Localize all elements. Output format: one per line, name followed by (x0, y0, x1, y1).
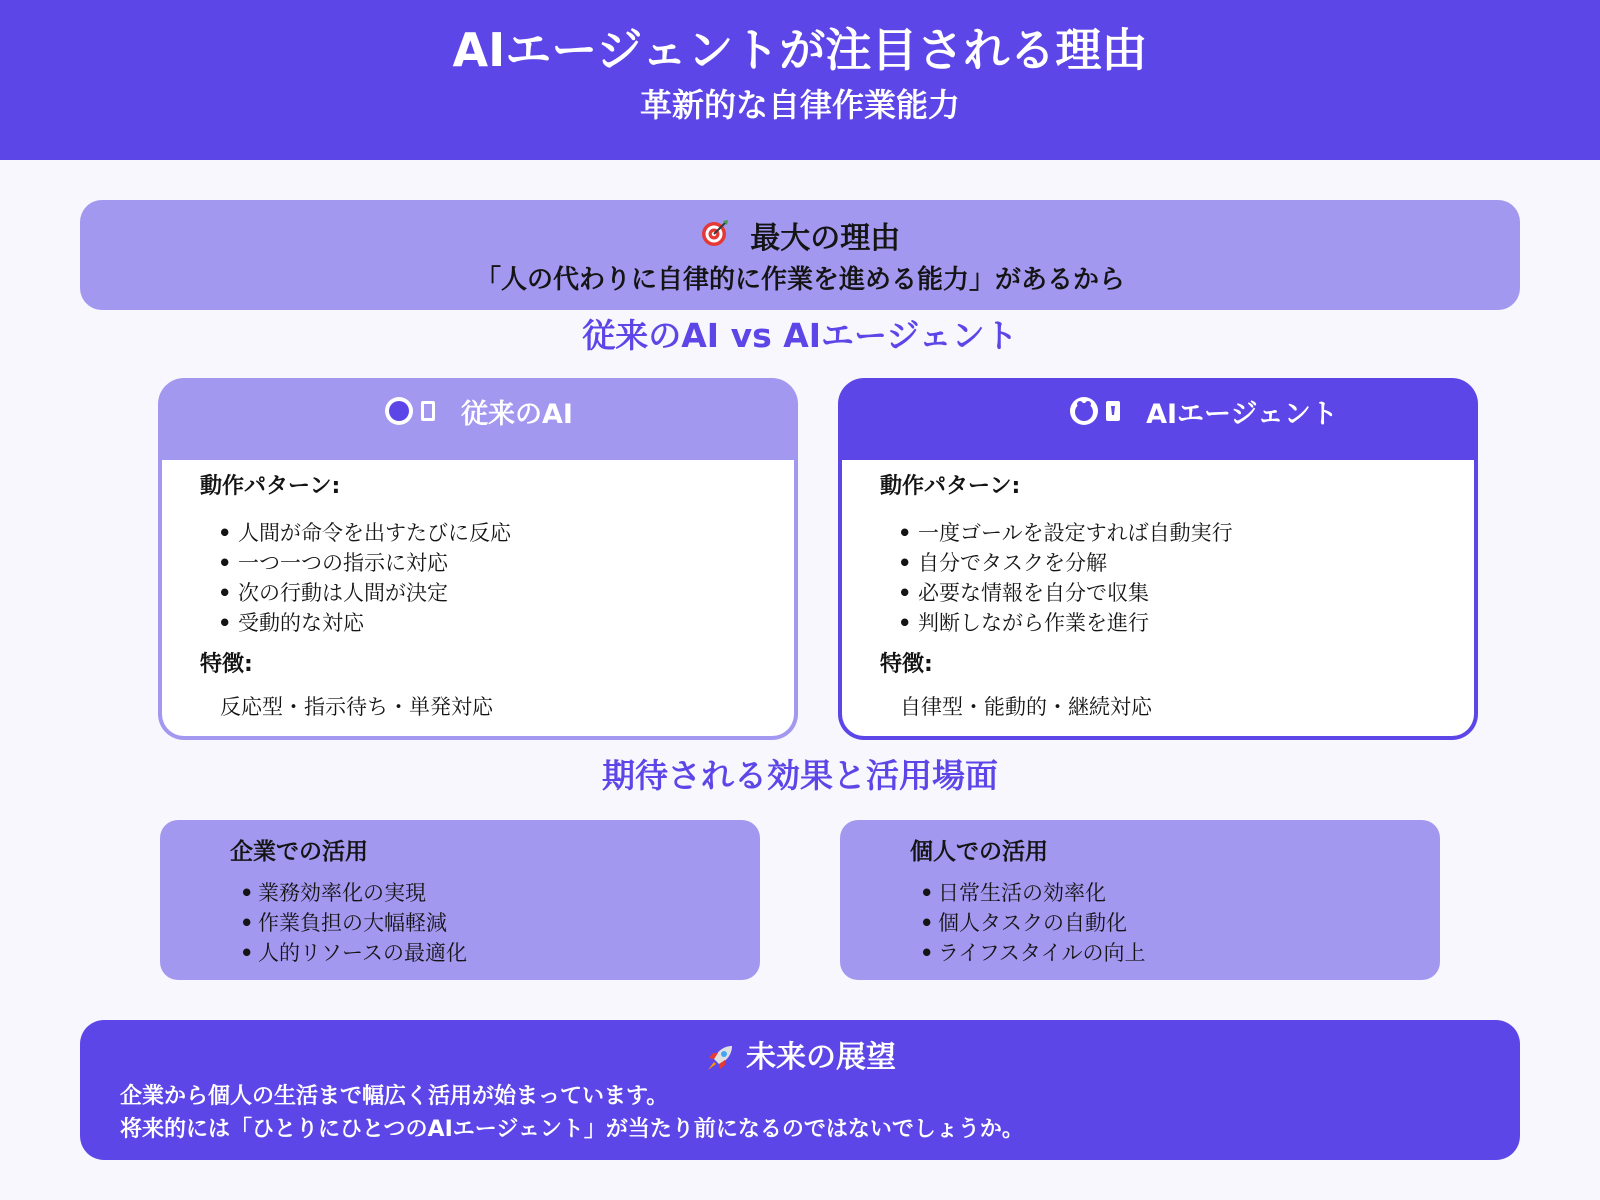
future-outlook-heading (80, 1038, 1520, 1078)
list-item: • 業務効率化の実現 (240, 878, 467, 908)
list-item: • ライフスタイルの向上 (920, 938, 1145, 968)
traditional-feature-label: 特徴: (200, 652, 253, 677)
traditional-pattern-list (218, 518, 511, 638)
list-item: • 一つ一つの指示に対応 (218, 548, 511, 578)
effects-title: 期待される効果と活用場面 (602, 756, 998, 795)
ai-agent-card-body (842, 460, 1474, 736)
list-item: • 作業負担の大幅軽減 (240, 908, 467, 938)
agent-pattern-list (898, 518, 1233, 638)
traditional-ai-card-title: 従来のAI (461, 398, 573, 430)
agent-pattern-label: 動作パターン: (880, 474, 1021, 499)
traditional-ai-card (158, 378, 798, 740)
traditional-feature-text: 反応型・指示待ち・単発対応 (220, 695, 493, 719)
personal-use-list (920, 878, 1145, 968)
agent-feature-label: 特徴: (880, 652, 933, 677)
future-outlook-line-2: 将来的には「ひとりにひとつのAIエージェント」が当たり前になるのではないでしょうか。 (120, 1117, 1024, 1142)
traditional-ai-card-body (162, 460, 794, 736)
list-item: • 次の行動は人間が決定 (218, 578, 511, 608)
header-banner (0, 0, 1600, 160)
page-subtitle: 革新的な自律作業能力 (639, 86, 960, 124)
personal-use-box (840, 820, 1440, 980)
future-outlook-heading-text: 未来の展望 (746, 1040, 896, 1075)
list-item: • 判断しながら作業を進行 (898, 608, 1233, 638)
robot-icon (383, 395, 439, 427)
smart-robot-icon (1068, 395, 1124, 427)
main-reason-text: 「人の代わりに自律的に作業を進める能力」があるから (474, 265, 1125, 295)
comparison-title: 従来のAI vs AIエージェント (582, 316, 1018, 355)
page-title: AIエージェントが注目される理由 (452, 23, 1148, 77)
rocket-icon (704, 1042, 736, 1074)
list-item: • 必要な情報を自分で収集 (898, 578, 1233, 608)
list-item: • 人間が命令を出すたびに反応 (218, 518, 511, 548)
business-use-title: 企業での活用 (230, 839, 368, 865)
list-item: • 日常生活の効率化 (920, 878, 1145, 908)
agent-feature-text: 自律型・能動的・継続対応 (900, 695, 1152, 719)
ai-agent-card (838, 378, 1478, 740)
list-item: • 自分でタスクを分解 (898, 548, 1233, 578)
personal-use-title: 個人での活用 (910, 839, 1048, 865)
traditional-ai-card-header (158, 386, 798, 436)
main-reason-heading-text: 最大の理由 (750, 221, 901, 256)
business-use-list (240, 878, 467, 968)
list-item: • 人的リソースの最適化 (240, 938, 467, 968)
ai-agent-card-title: AIエージェント (1146, 398, 1338, 430)
main-reason-box (80, 200, 1520, 310)
list-item: • 個人タスクの自動化 (920, 908, 1145, 938)
future-outlook-line-1: 企業から個人の生活まで幅広く活用が始まっています。 (120, 1084, 669, 1109)
ai-agent-card-header (838, 386, 1478, 436)
business-use-box (160, 820, 760, 980)
list-item: • 一度ゴールを設定すれば自動実行 (898, 518, 1233, 548)
future-outlook-box (80, 1020, 1520, 1160)
traditional-pattern-label: 動作パターン: (200, 474, 341, 499)
list-item: • 受動的な対応 (218, 608, 511, 638)
target-icon (700, 218, 730, 248)
main-reason-heading (80, 218, 1520, 259)
